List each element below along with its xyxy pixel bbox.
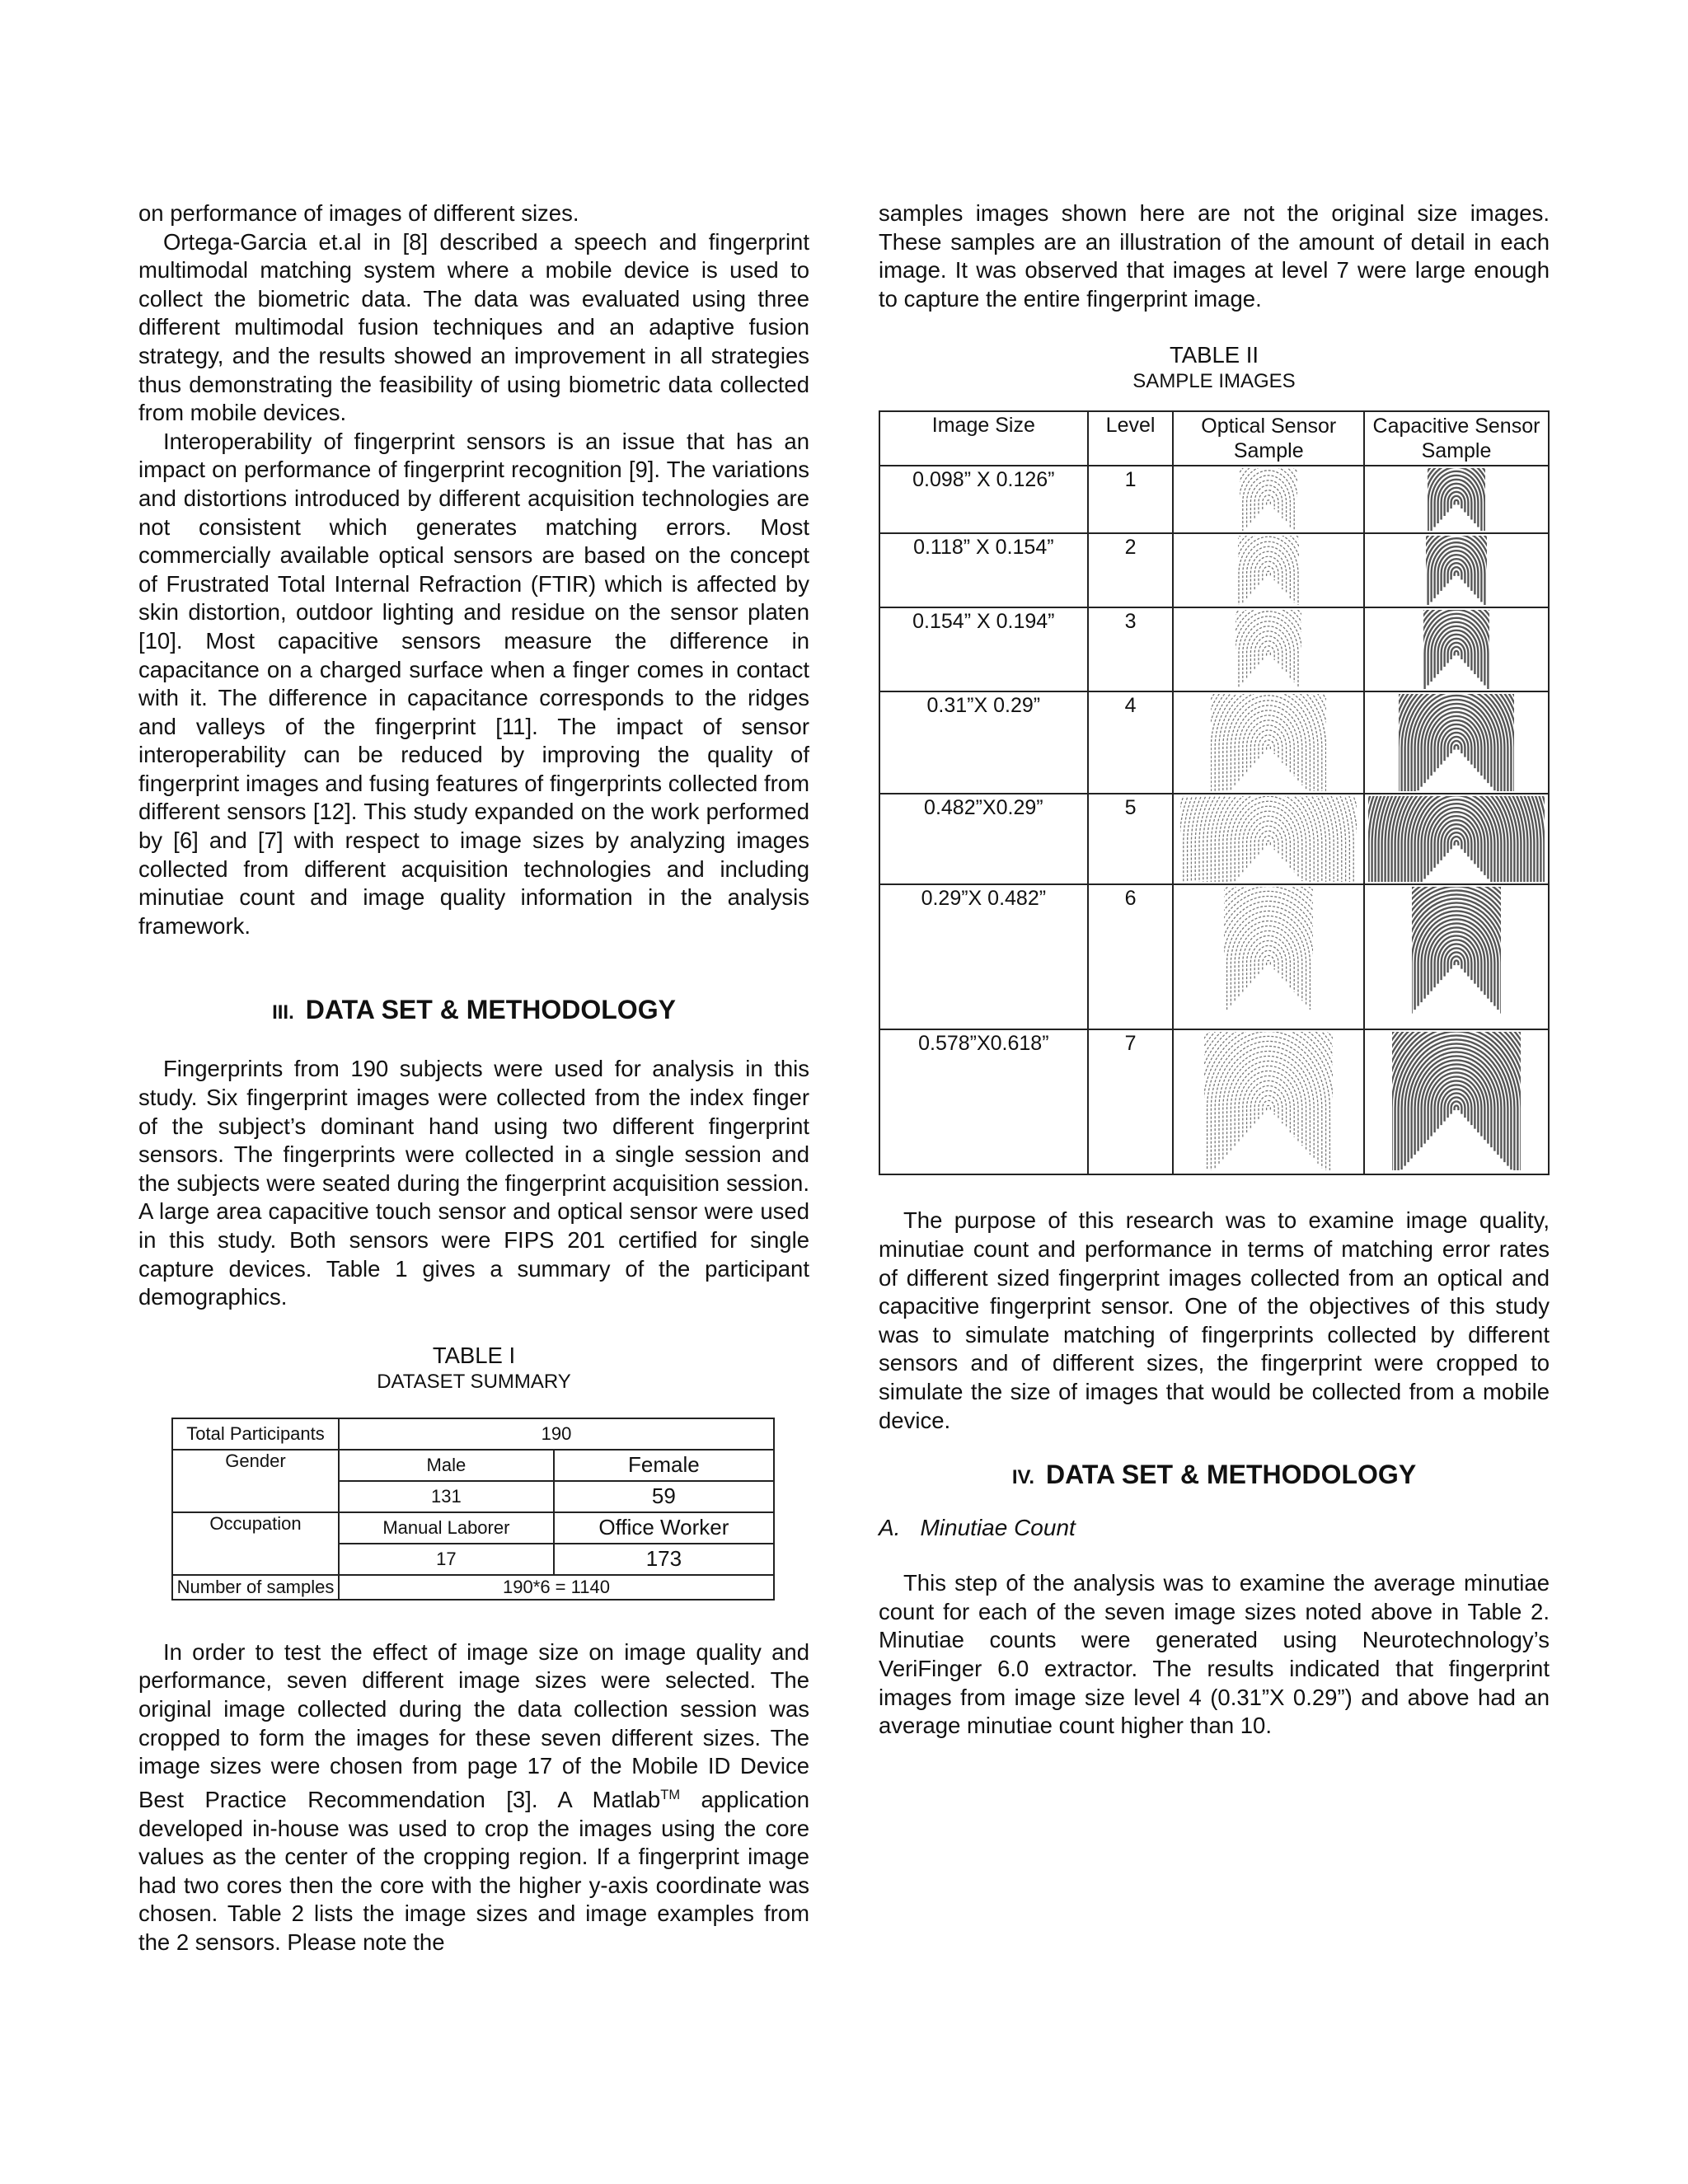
table2-caption: TABLE II [1170, 342, 1259, 368]
capacitive-sample-cell [1364, 466, 1549, 533]
optical-sample-cell [1173, 533, 1364, 607]
table-row [172, 1512, 774, 1544]
header-image-size: Image Size [879, 411, 1088, 466]
level-cell: 5 [1088, 794, 1174, 884]
level-cell: 1 [1088, 466, 1174, 533]
image-size-cell: 0.578”X0.618” [879, 1029, 1088, 1174]
optical-fingerprint-image [1180, 796, 1357, 882]
capacitive-sample-cell [1364, 1029, 1549, 1174]
female-label: Female [554, 1450, 774, 1481]
left-column [138, 199, 809, 1957]
paragraph-image-size-part1: In order to test the effect of image size on image quality and performance, seven different image sizes were selected. The original image collected during the data collection session was cropped to form the images for these seven different sizes. The image sizes were chosen from page 17 of the Mobile ID Device Best Practice Recommendation [3]. A Matlab [138, 1638, 809, 1812]
capacitive-fingerprint-image [1412, 887, 1501, 1025]
samples-label: Number of samples [172, 1575, 339, 1600]
level-cell: 6 [1088, 884, 1174, 1029]
subsection-a-letter: A. [879, 1515, 901, 1541]
paragraph-image-size [138, 1638, 809, 1957]
capacitive-fingerprint-image [1428, 468, 1485, 531]
optical-fingerprint-image [1236, 610, 1301, 689]
table-row [879, 884, 1549, 1029]
table2-title: SAMPLE IMAGES [1132, 370, 1296, 393]
table-row [879, 607, 1549, 691]
paragraph-samples-note: samples images shown here are not the original size images. These samples are an illustration of the amount of detail in each image. It was observed that images at level 7 were large enough to capture the entire fingerprint image. [879, 200, 1550, 312]
optical-fingerprint-image [1211, 694, 1326, 791]
level-cell: 4 [1088, 691, 1174, 794]
image-size-cell: 0.482”X0.29” [879, 794, 1088, 884]
image-size-cell: 0.31”X 0.29” [879, 691, 1088, 794]
optical-fingerprint-image [1224, 887, 1313, 1025]
subsection-a-heading [879, 1515, 1550, 1541]
gender-label: Gender [172, 1450, 339, 1512]
level-cell: 7 [1088, 1029, 1174, 1174]
capacitive-sample-cell [1364, 607, 1549, 691]
capacitive-fingerprint-image [1399, 694, 1514, 791]
table-row [879, 691, 1549, 794]
level-cell: 3 [1088, 607, 1174, 691]
paragraph-image-size-part2: application developed in-house was used to crop the images using the core values as the center of the cropping region. If a fingerprint image had two cores then the core with the higher y-axis coordinate was chosen. Table 2 lists the image sizes and image examples from the 2 sensors. Please note the [138, 1786, 809, 1955]
capacitive-fingerprint-image [1426, 536, 1487, 605]
manual-laborer-count: 17 [339, 1544, 554, 1575]
table-header-row [879, 411, 1549, 466]
capacitive-fingerprint-image [1368, 796, 1545, 882]
capacitive-sample-cell [1364, 794, 1549, 884]
capacitive-sample-cell [1364, 884, 1549, 1029]
section-iii-heading [138, 995, 809, 1025]
capacitive-fingerprint-image [1423, 610, 1489, 689]
table-row [879, 794, 1549, 884]
table-row [172, 1575, 774, 1600]
optical-sample-cell [1173, 691, 1364, 794]
male-count: 131 [339, 1481, 554, 1512]
female-count: 59 [554, 1481, 774, 1512]
optical-sample-cell [1173, 794, 1364, 884]
section-iv-heading [879, 1460, 1550, 1490]
image-size-cell: 0.29”X 0.482” [879, 884, 1088, 1029]
header-optical: Optical Sensor Sample [1173, 411, 1364, 466]
manual-laborer-label: Manual Laborer [339, 1512, 554, 1544]
paragraph-purpose: The purpose of this research was to examine image quality, minutiae count and performance in terms of matching error rates of different sized fingerprint images collected from an optical and capacitive fingerprint sensor. One of the objectives of this study was to simulate matching of fingerprints collected by different sensors and of different sizes, the fingerprint were cropped to simulate the size of images that would be collected from a mobile device. [879, 1207, 1550, 1433]
table-row [879, 533, 1549, 607]
section-iii-number: III. [272, 1001, 294, 1024]
samples-value: 190*6 = 1140 [339, 1575, 774, 1600]
office-worker-count: 173 [554, 1544, 774, 1575]
occupation-label: Occupation [172, 1512, 339, 1575]
image-size-cell: 0.118” X 0.154” [879, 533, 1088, 607]
optical-sample-cell [1173, 466, 1364, 533]
section-iv-number: IV. [1011, 1466, 1034, 1489]
level-cell: 2 [1088, 533, 1174, 607]
optical-fingerprint-image [1238, 536, 1299, 605]
trademark-mark: TM [660, 1787, 681, 1802]
office-worker-label: Office Worker [554, 1512, 774, 1544]
header-capacitive: Capacitive Sensor Sample [1364, 411, 1549, 466]
optical-sample-cell [1173, 607, 1364, 691]
paragraph-fingerprints: Fingerprints from 190 subjects were used for analysis in this study. Six fingerprint images were collected from the index finger of the subject’s dominant hand using two different fingerprint sensors. The fingerprints were collected in a single session and the subjects were seated during the fingerprint acquisition session. A large area capacitive touch sensor and optical sensor were used in this study. Both sensors were FIPS 201 certified for single capture devices. Table 1 gives a summary of the participant demographics. [138, 1056, 809, 1310]
section-iv-title: DATA SET & METHODOLOGY [1045, 1460, 1417, 1490]
subsection-a-title: Minutiae Count [920, 1515, 1076, 1541]
sample-images-table [879, 410, 1550, 1175]
total-participants-label: Total Participants [172, 1418, 339, 1450]
capacitive-sample-cell [1364, 533, 1549, 607]
table1-caption: TABLE I [432, 1342, 516, 1368]
table-row [172, 1450, 774, 1481]
total-participants-value: 190 [339, 1418, 774, 1450]
paragraph-interoperability: Interoperability of fingerprint sensors is an issue that has an impact on performance of fingerprint recognition [9]. The variations and distortions introduced by different acquisition technologies are not consistent which generates matching errors. Most commercially available optical sensors are based on the concept of Frustrated Total Internal Refraction (FTIR) which is affected by skin distortion, outdoor lighting and residue on the sensor platen [10]. Most capacitive sensors measure the difference in capacitance on a charged surface when a finger comes in contact with it. The difference in capacitance corresponds to the ridges and valleys of the fingerprint [11]. The impact of sensor interoperability can be reduced by improving the quality of fingerprint images and fusing features of fingerprints collected from different sensors [12]. This study expanded on the work performed by [6] and [7] with respect to image sizes by analyzing images collected from different acquisition technologies and including minutiae count and image quality information in the analysis framework. [138, 428, 809, 939]
header-level: Level [1088, 411, 1174, 466]
paragraph-minutiae: This step of the analysis was to examine the average minutiae count for each of the seven image sizes noted above in Table 2. Minutiae counts were generated using Neurotechnology’s VeriFinger 6.0 extractor. The results indicated that fingerprint images from image size level 4 (0.31”X 0.29”) and above had an average minutiae count higher than 10. [879, 1570, 1550, 1739]
image-size-cell: 0.154” X 0.194” [879, 607, 1088, 691]
optical-sample-cell [1173, 884, 1364, 1029]
table-row [879, 466, 1549, 533]
optical-sample-cell [1173, 1029, 1364, 1174]
capacitive-sample-cell [1364, 691, 1549, 794]
table1-title: DATASET SUMMARY [377, 1370, 571, 1393]
image-size-cell: 0.098” X 0.126” [879, 466, 1088, 533]
paragraph-1: on performance of images of different sizes. [138, 200, 579, 226]
optical-fingerprint-image [1240, 468, 1297, 531]
paragraph-ortega: Ortega-Garcia et.al in [8] described a speech and fingerprint multimodal matching system where a mobile device is used to collect the biometric data. The data was evaluated using three different multimodal fusion techniques and an adaptive fusion strategy, and the results showed an improvement in all strategies thus demonstrating the feasibility of using biometric data collected from mobile devices. [138, 228, 809, 426]
table-row [172, 1418, 774, 1450]
table-row [879, 1029, 1549, 1174]
section-iii-title: DATA SET & METHODOLOGY [305, 995, 676, 1025]
right-column [879, 199, 1550, 1741]
dataset-summary-table [171, 1418, 775, 1601]
capacitive-fingerprint-image [1392, 1032, 1521, 1170]
optical-fingerprint-image [1204, 1032, 1333, 1170]
male-label: Male [339, 1450, 554, 1481]
